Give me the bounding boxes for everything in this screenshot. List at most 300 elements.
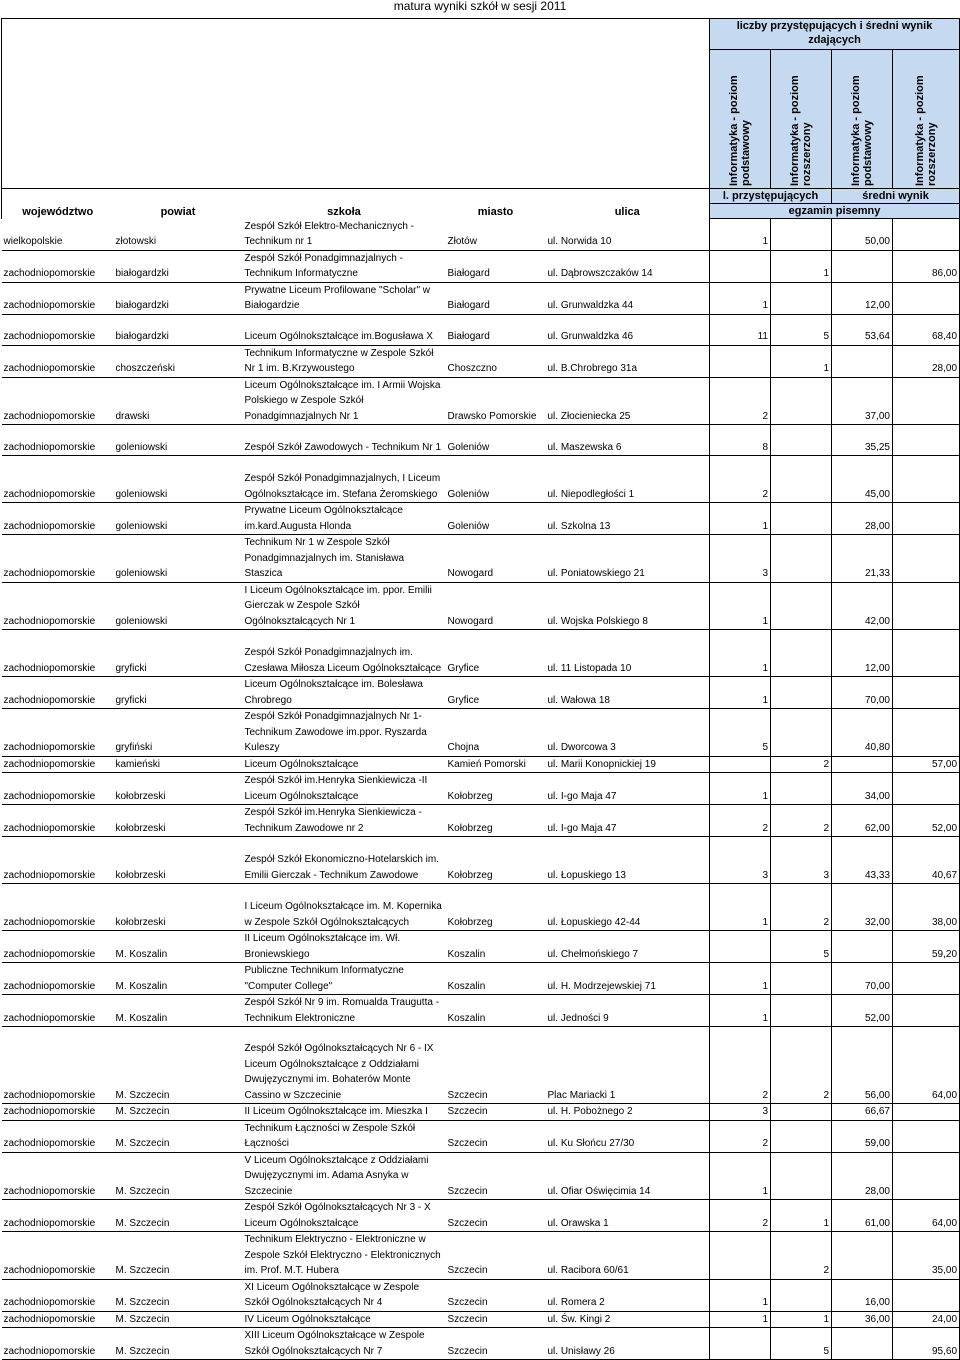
cell-powiat: M. Szczecin [114, 1200, 243, 1232]
cell-ulica: ul. Ofiar Oświęcimia 14 [546, 1152, 710, 1200]
cell-avg-ext: 35,00 [893, 1232, 960, 1280]
cell-count-basic: 1 [710, 963, 771, 995]
cell-avg-basic: 59,00 [832, 1120, 893, 1152]
cell-avg-basic: 12,00 [832, 630, 893, 677]
col-miasto: miasto [477, 205, 514, 218]
cell-wojewodztwo: zachodniopomorskie [2, 425, 114, 456]
cell-avg-basic [832, 250, 893, 282]
cell-szkola: II Liceum Ogólnokształcące im. Wł. Broniewskiego [243, 931, 446, 963]
cell-count-basic: 1 [710, 1279, 771, 1311]
cell-avg-ext: 64,00 [893, 1027, 960, 1104]
cell-miasto: Szczecin [446, 1027, 546, 1104]
col-ulica: ulica [546, 189, 710, 219]
cell-count-basic: 2 [710, 805, 771, 837]
cell-count-ext [771, 1104, 832, 1121]
cell-miasto: Białogard [446, 250, 546, 282]
cell-count-basic: 3 [710, 837, 771, 884]
cell-powiat: złotowski [114, 219, 243, 251]
cell-szkola: I Liceum Ogólnokształcące im. M. Kopernika w Zespole Szkół Ogólnokształcących [243, 884, 446, 931]
cell-avg-ext [893, 219, 960, 251]
table-row [2, 1152, 960, 1200]
cell-count-ext: 5 [771, 931, 832, 963]
cell-avg-ext [893, 503, 960, 535]
cell-avg-ext [893, 709, 960, 757]
cell-wojewodztwo: zachodniopomorskie [2, 630, 114, 677]
cell-ulica: ul. Niepodległości 1 [546, 456, 710, 503]
cell-ulica: ul. Jedności 9 [546, 995, 710, 1027]
cell-powiat: goleniowski [114, 456, 243, 503]
cell-avg-basic: 52,00 [832, 995, 893, 1027]
cell-miasto: Koszalin [446, 931, 546, 963]
cell-avg-basic: 34,00 [832, 773, 893, 805]
cell-count-basic [710, 756, 771, 773]
table-row [2, 995, 960, 1027]
table-row [2, 377, 960, 425]
cell-count-basic [710, 250, 771, 282]
cell-count-basic [710, 1328, 771, 1360]
cell-wojewodztwo: zachodniopomorskie [2, 250, 114, 282]
cell-avg-ext [893, 535, 960, 583]
cell-szkola: Zespół Szkół im.Henryka Sienkiewicza -II Liceum Ogólnokształcące [243, 773, 446, 805]
cell-count-ext [771, 582, 832, 630]
cell-avg-ext [893, 1120, 960, 1152]
cell-ulica: ul. Łopuskiego 13 [546, 837, 710, 884]
table-row [2, 709, 960, 757]
cell-avg-basic: 56,00 [832, 1027, 893, 1104]
cell-wojewodztwo: zachodniopomorskie [2, 1027, 114, 1104]
cell-count-basic: 1 [710, 1152, 771, 1200]
cell-wojewodztwo: zachodniopomorskie [2, 582, 114, 630]
results-table [1, 18, 960, 1360]
cell-wojewodztwo: zachodniopomorskie [2, 1279, 114, 1311]
cell-szkola: Zespół Szkół Ponadgimnazjalnych Nr 1- Technikum Zawodowe im.ppor. Ryszarda Kuleszy [243, 709, 446, 757]
cell-powiat: gryficki [114, 630, 243, 677]
cell-szkola: Zespół Szkół Zawodowych - Technikum Nr 1 [243, 425, 446, 456]
cell-avg-basic: 32,00 [832, 884, 893, 931]
col-label-1: Informatyka - poziom podstawowy [710, 50, 771, 189]
col-powiat: powiat [160, 205, 196, 218]
table-row [2, 931, 960, 963]
table-row [2, 582, 960, 630]
exam-label: egzamin pisemny [710, 204, 960, 219]
cell-szkola: I Liceum Ogólnokształcące im. ppor. Emilii Gierczak w Zespole Szkół Ogólnokształcących Nr 1 [243, 582, 446, 630]
cell-avg-ext: 38,00 [893, 884, 960, 931]
cell-ulica: ul. Maszewska 6 [546, 425, 710, 456]
cell-count-ext [771, 456, 832, 503]
col-label-4: Informatyka - poziom rozszerzony [893, 50, 960, 189]
cell-avg-ext [893, 377, 960, 425]
cell-miasto: Białogard [446, 282, 546, 314]
cell-avg-ext: 28,00 [893, 345, 960, 377]
cell-powiat: białogardzki [114, 314, 243, 345]
cell-miasto: Szczecin [446, 1152, 546, 1200]
cell-miasto: Kołobrzeg [446, 805, 546, 837]
cell-miasto: Kołobrzeg [446, 884, 546, 931]
cell-avg-ext: 57,00 [893, 756, 960, 773]
cell-miasto: Koszalin [446, 963, 546, 995]
cell-miasto: Szczecin [446, 1120, 546, 1152]
cell-count-ext: 3 [771, 837, 832, 884]
cell-miasto: Goleniów [446, 425, 546, 456]
cell-szkola: Zespół Szkół Ponadgimnazjalnych - Technikum Informatyczne [243, 250, 446, 282]
cell-avg-basic: 28,00 [832, 503, 893, 535]
table-row [2, 756, 960, 773]
col-label-3: Informatyka - poziom podstawowy [832, 50, 893, 189]
cell-szkola: Zespół Szkół Elektro-Mechanicznych - Technikum nr 1 [243, 219, 446, 251]
cell-avg-ext: 64,00 [893, 1200, 960, 1232]
cell-count-ext: 2 [771, 756, 832, 773]
cell-avg-basic: 53,64 [832, 314, 893, 345]
cell-szkola: Technikum Elektryczno - Elektroniczne w Zespole Szkół Elektryczno - Elektronicznych im. Prof. M.T. Hubera [243, 1232, 446, 1280]
cell-szkola: Liceum Ogólnokształcące [243, 756, 446, 773]
table-row [2, 677, 960, 709]
cell-powiat: M. Szczecin [114, 1311, 243, 1328]
cell-avg-ext: 40,67 [893, 837, 960, 884]
cell-count-ext [771, 1152, 832, 1200]
cell-count-basic: 1 [710, 503, 771, 535]
col-label-2: Informatyka - poziom rozszerzony [771, 50, 832, 189]
cell-count-ext [771, 219, 832, 251]
cell-count-basic [710, 1232, 771, 1280]
cell-avg-basic [832, 345, 893, 377]
cell-szkola: Zespół Szkół Nr 9 im. Romualda Traugutta - Technikum Elektroniczne [243, 995, 446, 1027]
table-row [2, 1200, 960, 1232]
cell-miasto: Złotów [446, 219, 546, 251]
cell-miasto: Szczecin [446, 1311, 546, 1328]
col-wojewodztwo: województwo [2, 189, 114, 219]
table-row [2, 345, 960, 377]
cell-count-ext [771, 1279, 832, 1311]
cell-count-ext [771, 709, 832, 757]
cell-powiat: M. Szczecin [114, 1027, 243, 1104]
table-row [2, 503, 960, 535]
cell-avg-basic: 12,00 [832, 282, 893, 314]
cell-wojewodztwo: zachodniopomorskie [2, 1232, 114, 1280]
table-row [2, 314, 960, 345]
cell-avg-ext [893, 995, 960, 1027]
cell-count-basic: 1 [710, 1311, 771, 1328]
cell-powiat: gryfiński [114, 709, 243, 757]
cell-avg-basic [832, 1328, 893, 1360]
table-body [2, 219, 960, 1360]
cell-avg-basic: 50,00 [832, 219, 893, 251]
cell-avg-basic: 21,33 [832, 535, 893, 583]
cell-avg-ext [893, 1279, 960, 1311]
cell-count-basic: 1 [710, 884, 771, 931]
cell-avg-basic: 61,00 [832, 1200, 893, 1232]
cell-ulica: ul. Romera 2 [546, 1279, 710, 1311]
cell-miasto: Białogard [446, 314, 546, 345]
cell-ulica: ul. H. Modrzejewskiej 71 [546, 963, 710, 995]
cell-wojewodztwo: zachodniopomorskie [2, 1200, 114, 1232]
cell-wojewodztwo: zachodniopomorskie [2, 995, 114, 1027]
cell-count-basic [710, 931, 771, 963]
cell-miasto: Szczecin [446, 1328, 546, 1360]
cell-ulica: ul. I-go Maja 47 [546, 773, 710, 805]
cell-avg-basic: 40,80 [832, 709, 893, 757]
cell-miasto: Chojna [446, 709, 546, 757]
cell-avg-ext: 24,00 [893, 1311, 960, 1328]
cell-count-ext [771, 377, 832, 425]
cell-powiat: M. Szczecin [114, 1152, 243, 1200]
cell-ulica: ul. I-go Maja 47 [546, 805, 710, 837]
cell-wojewodztwo: zachodniopomorskie [2, 282, 114, 314]
cell-powiat: M. Koszalin [114, 963, 243, 995]
cell-wojewodztwo: zachodniopomorskie [2, 456, 114, 503]
cell-miasto: Szczecin [446, 1200, 546, 1232]
cell-count-basic [710, 345, 771, 377]
table-row [2, 1311, 960, 1328]
cell-count-basic: 2 [710, 1027, 771, 1104]
cell-count-basic: 8 [710, 425, 771, 456]
cell-powiat: kołobrzeski [114, 773, 243, 805]
cell-miasto: Kołobrzeg [446, 773, 546, 805]
table-row [2, 282, 960, 314]
cell-szkola: Prywatne Liceum Profilowane "Scholar" w Białogardzie [243, 282, 446, 314]
cell-avg-ext [893, 282, 960, 314]
table-row [2, 963, 960, 995]
cell-wojewodztwo: zachodniopomorskie [2, 709, 114, 757]
cell-ulica: ul. Złocieniecka 25 [546, 377, 710, 425]
cell-szkola: II Liceum Ogólnokształcące im. Mieszka I [243, 1104, 446, 1121]
cell-avg-basic: 70,00 [832, 677, 893, 709]
table-row [2, 884, 960, 931]
cell-count-ext: 1 [771, 345, 832, 377]
cell-miasto: Goleniów [446, 456, 546, 503]
cell-avg-basic: 16,00 [832, 1279, 893, 1311]
cell-count-ext [771, 503, 832, 535]
cell-avg-basic: 66,67 [832, 1104, 893, 1121]
page-title: matura wyniki szkół w sesji 2011 [393, 0, 567, 13]
cell-wojewodztwo: zachodniopomorskie [2, 805, 114, 837]
cell-szkola: Zespół Szkół Ogólnokształcących Nr 3 - X Liceum Ogólnokształcące [243, 1200, 446, 1232]
cell-powiat: kołobrzeski [114, 805, 243, 837]
cell-powiat: goleniowski [114, 425, 243, 456]
cell-count-ext [771, 773, 832, 805]
cell-count-ext: 2 [771, 884, 832, 931]
cell-wojewodztwo: zachodniopomorskie [2, 756, 114, 773]
cell-miasto: Szczecin [446, 1232, 546, 1280]
cell-count-ext: 2 [771, 1027, 832, 1104]
cell-avg-ext: 86,00 [893, 250, 960, 282]
cell-szkola: XIII Liceum Ogólnokształcące w Zespole Szkół Ogólnokształcących Nr 7 [243, 1328, 446, 1360]
cell-count-basic: 3 [710, 1104, 771, 1121]
cell-ulica: ul. Dąbrowszczaków 14 [546, 250, 710, 282]
cell-ulica: ul. Grunwaldzka 44 [546, 282, 710, 314]
cell-count-basic: 3 [710, 535, 771, 583]
cell-miasto: Kamień Pomorski [446, 756, 546, 773]
cell-wojewodztwo: zachodniopomorskie [2, 1120, 114, 1152]
cell-szkola: Technikum Informatyczne w Zespole Szkół Nr 1 im. B.Krzywoustego [243, 345, 446, 377]
cell-miasto: Gryfice [446, 677, 546, 709]
cell-count-ext: 1 [771, 250, 832, 282]
col-szkola: szkoła [327, 205, 361, 218]
cell-powiat: M. Szczecin [114, 1120, 243, 1152]
cell-count-basic: 1 [710, 219, 771, 251]
cell-avg-basic: 28,00 [832, 1152, 893, 1200]
cell-count-ext: 1 [771, 1311, 832, 1328]
cell-szkola: Zespół Szkół im.Henryka Sienkiewicza - Technikum Zawodowe nr 2 [243, 805, 446, 837]
cell-powiat: M. Szczecin [114, 1279, 243, 1311]
cell-powiat: M. Szczecin [114, 1328, 243, 1360]
table-row [2, 535, 960, 583]
cell-szkola: Technikum Łączności w Zespole Szkół Łączności [243, 1120, 446, 1152]
table-row [2, 1120, 960, 1152]
cell-ulica: ul. B.Chrobrego 31a [546, 345, 710, 377]
cell-ulica: ul. Szkolna 13 [546, 503, 710, 535]
cell-count-ext: 1 [771, 1200, 832, 1232]
cell-wojewodztwo: zachodniopomorskie [2, 773, 114, 805]
cell-avg-ext: 59,20 [893, 931, 960, 963]
cell-powiat: goleniowski [114, 582, 243, 630]
cell-szkola: Zespół Szkół Ogólnokształcących Nr 6 - IX Liceum Ogólnokształcące z Oddziałami Dwujęzycznymi im. Bohaterów Monte Cassino w Szczecinie [243, 1027, 446, 1104]
cell-wojewodztwo: zachodniopomorskie [2, 677, 114, 709]
cell-powiat: choszczeński [114, 345, 243, 377]
cell-szkola: XI Liceum Ogólnokształcące w Zespole Szkół Ogólnokształcących Nr 4 [243, 1279, 446, 1311]
cell-miasto: Koszalin [446, 995, 546, 1027]
cell-wojewodztwo: zachodniopomorskie [2, 963, 114, 995]
cell-szkola: Zespół Szkół Ekonomiczno-Hotelarskich im. Emilii Gierczak - Technikum Zawodowe [243, 837, 446, 884]
cell-powiat: kołobrzeski [114, 837, 243, 884]
cell-ulica: ul. Ku Słońcu 27/30 [546, 1120, 710, 1152]
cell-avg-ext [893, 963, 960, 995]
cell-ulica: ul. Racibora 60/61 [546, 1232, 710, 1280]
cell-count-ext [771, 995, 832, 1027]
table-row [2, 837, 960, 884]
cell-ulica: ul. Dworcowa 3 [546, 709, 710, 757]
cell-powiat: białogardzki [114, 282, 243, 314]
cell-wojewodztwo: zachodniopomorskie [2, 1311, 114, 1328]
cell-avg-ext: 52,00 [893, 805, 960, 837]
cell-wojewodztwo: wielkopolskie [2, 219, 114, 251]
cell-szkola: IV Liceum Ogólnokształcące [243, 1311, 446, 1328]
cell-count-basic: 2 [710, 456, 771, 503]
cell-avg-ext [893, 456, 960, 503]
cell-count-ext: 5 [771, 1328, 832, 1360]
cell-wojewodztwo: zachodniopomorskie [2, 345, 114, 377]
cell-wojewodztwo: zachodniopomorskie [2, 377, 114, 425]
cell-count-ext [771, 535, 832, 583]
cell-count-basic: 1 [710, 282, 771, 314]
cell-ulica: ul. Poniatowskiego 21 [546, 535, 710, 583]
cell-avg-basic: 43,33 [832, 837, 893, 884]
cell-avg-basic: 37,00 [832, 377, 893, 425]
cell-avg-basic [832, 931, 893, 963]
cell-avg-basic: 45,00 [832, 456, 893, 503]
cell-avg-ext [893, 677, 960, 709]
group-title: liczby przystępujących i średni wynik zdających [710, 19, 960, 50]
cell-avg-ext [893, 1152, 960, 1200]
table-row [2, 250, 960, 282]
cell-miasto: Nowogard [446, 535, 546, 583]
cell-powiat: drawski [114, 377, 243, 425]
cell-count-ext [771, 963, 832, 995]
cell-count-ext [771, 282, 832, 314]
cell-ulica: ul. Norwida 10 [546, 219, 710, 251]
cell-miasto: Goleniów [446, 503, 546, 535]
cell-count-ext: 2 [771, 1232, 832, 1280]
cell-avg-basic [832, 756, 893, 773]
table-row [2, 773, 960, 805]
cell-miasto: Szczecin [446, 1279, 546, 1311]
cell-avg-ext [893, 630, 960, 677]
cell-ulica: Plac Mariacki 1 [546, 1027, 710, 1104]
cell-miasto: Szczecin [446, 1104, 546, 1121]
cell-count-basic: 11 [710, 314, 771, 345]
cell-avg-ext: 68,40 [893, 314, 960, 345]
cell-count-basic: 1 [710, 630, 771, 677]
table-row [2, 1279, 960, 1311]
cell-szkola: Zespół Szkół Ponadgimnazjalnych, I Liceum Ogólnokształcące im. Stefana Żeromskiego [243, 456, 446, 503]
cell-count-basic: 1 [710, 773, 771, 805]
cell-ulica: ul. Wojska Polskiego 8 [546, 582, 710, 630]
cell-count-ext: 2 [771, 805, 832, 837]
table-row [2, 630, 960, 677]
cell-count-basic: 5 [710, 709, 771, 757]
cell-wojewodztwo: zachodniopomorskie [2, 931, 114, 963]
cell-count-ext [771, 425, 832, 456]
cell-count-ext [771, 630, 832, 677]
cell-avg-ext [893, 773, 960, 805]
cell-powiat: gryficki [114, 677, 243, 709]
sub-count: l. przystępujących [710, 189, 832, 204]
cell-miasto: Drawsko Pomorskie [446, 377, 546, 425]
cell-szkola: Technikum Nr 1 w Zespole Szkół Ponadgimnazjalnych im. Stanisława Staszica [243, 535, 446, 583]
header-blank [2, 19, 710, 189]
cell-avg-ext [893, 425, 960, 456]
cell-szkola: Liceum Ogólnokształcące im. Bolesława Chrobrego [243, 677, 446, 709]
cell-miasto: Choszczno [446, 345, 546, 377]
cell-count-basic: 2 [710, 1120, 771, 1152]
cell-avg-ext: 95,60 [893, 1328, 960, 1360]
sub-avg: średni wynik [832, 189, 960, 204]
cell-ulica: ul. Łopuskiego 42-44 [546, 884, 710, 931]
cell-count-ext: 5 [771, 314, 832, 345]
cell-wojewodztwo: zachodniopomorskie [2, 884, 114, 931]
cell-miasto: Kołobrzeg [446, 837, 546, 884]
cell-szkola: V Liceum Ogólnokształcące z Oddziałami Dwujęzycznymi im. Adama Asnyka w Szczecinie [243, 1152, 446, 1200]
cell-ulica: ul. Marii Konopnickiej 19 [546, 756, 710, 773]
cell-count-basic: 1 [710, 582, 771, 630]
cell-wojewodztwo: zachodniopomorskie [2, 1328, 114, 1360]
cell-szkola: Liceum Ogólnokształcące im. I Armii Wojska Polskiego w Zespole Szkół Ponadgimnazjalnych Nr 1 [243, 377, 446, 425]
cell-wojewodztwo: zachodniopomorskie [2, 837, 114, 884]
cell-wojewodztwo: zachodniopomorskie [2, 535, 114, 583]
cell-powiat: M. Szczecin [114, 1104, 243, 1121]
cell-ulica: ul. Orawska 1 [546, 1200, 710, 1232]
cell-wojewodztwo: zachodniopomorskie [2, 503, 114, 535]
cell-count-basic: 1 [710, 995, 771, 1027]
cell-avg-basic: 42,00 [832, 582, 893, 630]
table-row [2, 1027, 960, 1104]
table-row [2, 1232, 960, 1280]
cell-ulica: ul. Chełmońskiego 7 [546, 931, 710, 963]
cell-powiat: M. Szczecin [114, 1232, 243, 1280]
cell-avg-basic: 35,25 [832, 425, 893, 456]
cell-avg-basic: 70,00 [832, 963, 893, 995]
cell-powiat: M. Koszalin [114, 995, 243, 1027]
cell-ulica: ul. Św. Kingi 2 [546, 1311, 710, 1328]
table-row [2, 1328, 960, 1360]
cell-wojewodztwo: zachodniopomorskie [2, 1104, 114, 1121]
cell-miasto: Nowogard [446, 582, 546, 630]
table-row [2, 1104, 960, 1121]
cell-szkola: Prywatne Liceum Ogólnokształcące im.kard.Augusta Hlonda [243, 503, 446, 535]
cell-avg-ext [893, 1104, 960, 1121]
cell-avg-basic: 36,00 [832, 1311, 893, 1328]
table-row [2, 456, 960, 503]
cell-count-basic: 2 [710, 1200, 771, 1232]
